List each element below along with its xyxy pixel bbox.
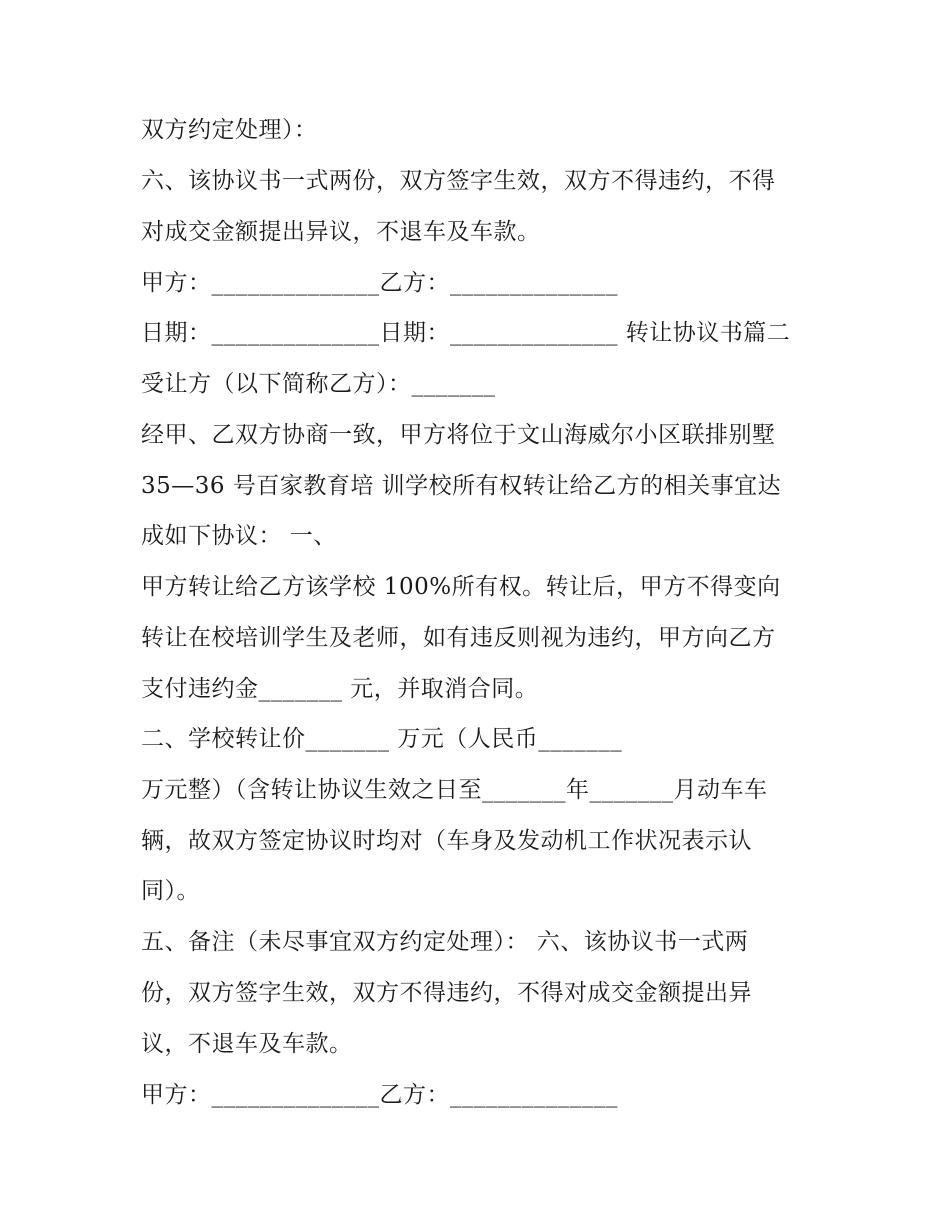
text-line: 成如下协议： 一、 [141,523,337,549]
date-line: 日期：______________日期：______________ 转让协议书篇二 [141,320,791,346]
text-line: 辆，故双方签定协议时均对（车身及发动机工作状况表示认 [141,828,752,854]
text-line: 五、备注（未尽事宜双方约定处理）： 六、该协议书一式两 [141,929,749,955]
text-line: 转让在校培训学生及老师，如有违反则视为违约，甲方向乙方 [141,625,776,651]
text-line: 35—36 号百家教育培 训学校所有权转让给乙方的相关事宜达 [141,473,782,499]
text-line: 六、该协议书一式两份，双方签字生效，双方不得违约，不得 [141,168,776,194]
text-line: 议，不退车及车款。 [141,1031,353,1057]
text-line: 份，双方签字生效，双方不得违约，不得对成交金额提出异 [141,980,752,1006]
text-line: 同）。 [141,878,200,904]
text-line: 支付违约金_______ 元，并取消合同。 [141,676,539,702]
signature-line-party-a-b: 甲方：______________乙方：______________ [141,1082,618,1108]
text-line: 二、学校转让价_______ 万元（人民币_______ [141,726,623,752]
text-line: 双方约定处理）： [141,117,318,143]
text-line: 对成交金额提出异议，不退车及车款。 [141,219,541,245]
text-line: 甲方转让给乙方该学校 100%所有权。转让后，甲方不得变向 [141,574,781,600]
signature-line-party-a-b: 甲方：______________乙方：______________ [141,270,618,296]
transferee-line: 受让方（以下简称乙方）：_______ [141,371,496,397]
text-line: 经甲、乙双方协商一致，甲方将位于文山海威尔小区联排别墅 [141,422,776,448]
text-line: 万元整）（含转让协议生效之日至_______年_______月动车车 [141,777,768,803]
